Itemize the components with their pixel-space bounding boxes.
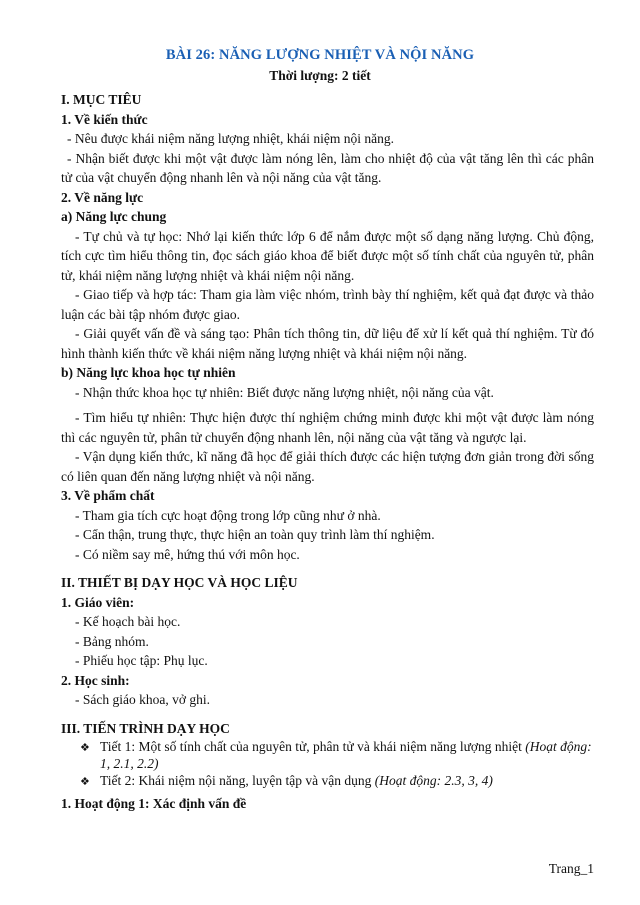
knowledge-item: - Nhận biết được khi một vật được làm nóng lên, làm cho nhiệt độ của vật tăng lên thì các phân tử của vật chuyển động nhanh lên và nội năng của vật tăng. (61, 150, 594, 185)
general-competence-item: - Tự chủ và tự học: Nhớ lại kiến thức lớp 6 để nắm được một số dạng năng lượng. Chủ động, tích cực tìm hiểu thông tin, đọc sách giáo khoa để biết được một số tính chất của nguyên tử, phân tử, khái niệm năng lượng nhiệt và khái niệm nội năng. (61, 228, 594, 283)
general-competence-item: - Giải quyết vấn đề và sáng tạo: Phân tích thông tin, dữ liệu để xử lí kết quả thí nghiệm. Từ đó hình thành kiến thức về khái niệm năng lượng nhiệt và khái niệm nội năng. (61, 326, 594, 361)
activity-1-heading: 1. Hoạt động 1: Xác định vấn đề (61, 795, 247, 811)
teacher-item: - Bảng nhóm. (75, 633, 149, 649)
student-item: - Sách giáo khoa, vở ghi. (75, 692, 210, 707)
teacher-item: - Phiếu học tập: Phụ lục. (75, 653, 208, 668)
diamond-bullet-icon: ❖ (80, 741, 90, 754)
list-item (61, 738, 594, 772)
general-competence-item: - Giao tiếp và hợp tác: Tham gia làm việc nhóm, trình bày thí nghiệm, kết quả đạt được và thảo luận các bài tập nhóm được giao. (61, 287, 594, 322)
teacher-heading: 1. Giáo viên: (61, 594, 135, 610)
section-process-heading: III. TIẾN TRÌNH DẠY HỌC (61, 720, 230, 736)
science-competence-item: - Tìm hiểu tự nhiên: Thực hiện được thí nghiệm chứng minh được khi một vật được làm nóng thì các nguyên tử, phân tử chuyển động nhanh lên, nội năng của vật tăng và ngược lại. (61, 410, 594, 445)
teacher-item: - Kế hoạch bài học. (75, 614, 181, 629)
section-objectives-heading: I. MỤC TIÊU (61, 92, 142, 107)
document-body (61, 90, 594, 813)
period-2-note: (Hoạt động: 2.3, 3, 4) (374, 773, 493, 788)
science-competence-item: - Vận dụng kiến thức, kĩ năng đã học để giải thích được các hiện tượng đơn giản trong đời sống có liên quan đến năng lượng nhiệt và nội năng. (61, 449, 594, 484)
list-item (61, 772, 594, 792)
subsection-qualities-heading: 3. Về phẩm chất (61, 488, 155, 503)
science-competence-heading: b) Năng lực khoa học tự nhiên (61, 365, 236, 380)
general-competence-heading: a) Năng lực chung (61, 209, 167, 224)
lesson-title: BÀI 26: NĂNG LƯỢNG NHIỆT VÀ NỘI NĂNG (165, 47, 475, 63)
subsection-knowledge-heading: 1. Về kiến thức (61, 111, 148, 127)
period-2-text: Tiết 2: Khái niệm nội năng, luyện tập và vận dụng (100, 773, 375, 788)
period-1-text: Tiết 1: Một số tính chất của nguyên tử, phân tử và khái niệm năng lượng nhiệt (100, 739, 526, 754)
page-number: Trang_1 (548, 861, 594, 876)
subsection-competence-heading: 2. Về năng lực (61, 189, 144, 205)
science-competence-item: - Nhận thức khoa học tự nhiên: Biết được năng lượng nhiệt, nội năng của vật. (75, 384, 494, 400)
lesson-duration: Thời lượng: 2 tiết (269, 68, 371, 83)
quality-item: - Tham gia tích cực hoạt động trong lớp cũng như ở nhà. (75, 507, 381, 523)
section-equipment-heading: II. THIẾT BỊ DẠY HỌC VÀ HỌC LIỆU (61, 575, 298, 590)
diamond-bullet-icon: ❖ (80, 775, 90, 788)
student-heading: 2. Học sinh: (61, 672, 130, 688)
knowledge-item: - Nêu được khái niệm năng lượng nhiệt, khái niệm nội năng. (67, 131, 394, 146)
quality-item: - Có niềm say mê, hứng thú với môn học. (75, 546, 300, 562)
period-1-note: (Hoạt động: 1, 2.1, 2.2) (100, 739, 592, 771)
quality-item: - Cẩn thận, trung thực, thực hiện an toàn quy trình làm thí nghiệm. (75, 527, 435, 542)
